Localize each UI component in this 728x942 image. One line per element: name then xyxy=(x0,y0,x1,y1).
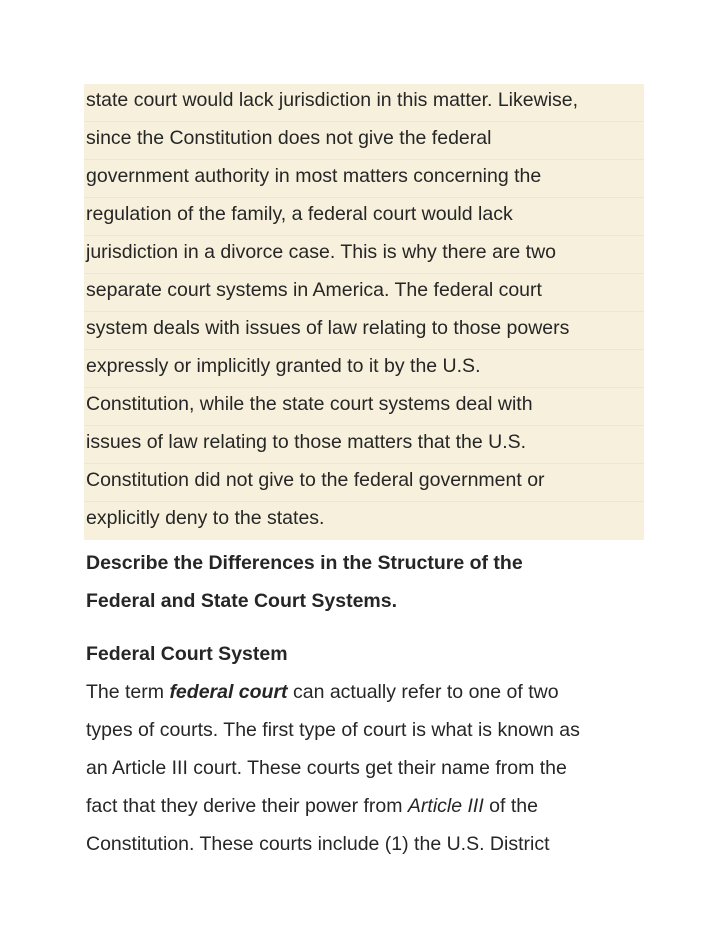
paragraph-line: regulation of the family, a federal court would lack xyxy=(86,203,513,225)
paragraph-line: issues of law relating to those matters that the U.S. xyxy=(86,431,527,453)
paragraph-line: expressly or implicitly granted to it by the U.S. xyxy=(86,355,481,377)
section-heading-line: Federal and State Court Systems. xyxy=(86,590,398,612)
paragraph-line: Constitution. These courts include (1) the U.S. District xyxy=(86,833,550,855)
paragraph-line: system deals with issues of law relating to those powers xyxy=(86,317,570,339)
paragraph-line: an Article III court. These courts get their name from the xyxy=(86,757,567,779)
body-paragraph xyxy=(86,673,686,863)
text-run: fact that they derive their power from xyxy=(86,795,408,817)
section-heading-line: Describe the Differences in the Structure of the xyxy=(86,552,523,574)
paragraph-line: government authority in most matters concerning the xyxy=(86,165,542,187)
italic-term: Article III xyxy=(407,795,484,817)
emphasized-term: federal court xyxy=(169,681,288,703)
paragraph-line: Constitution did not give to the federal government or xyxy=(86,469,545,491)
highlighted-paragraph xyxy=(86,81,686,537)
paragraph-line: Constitution, while the state court systems deal with xyxy=(86,393,533,415)
text-run: of the xyxy=(483,795,538,817)
paragraph-line: state court would lack jurisdiction in this matter. Likewise, xyxy=(86,89,579,111)
subsection-heading: Federal Court System xyxy=(86,643,288,665)
section-heading xyxy=(86,544,523,620)
paragraph-line: types of courts. The first type of court is what is known as xyxy=(86,719,580,741)
text-run: can actually refer to one of two xyxy=(287,681,559,703)
paragraph-line: separate court systems in America. The federal court xyxy=(86,279,542,301)
paragraph-line xyxy=(86,673,686,711)
text-run: The term xyxy=(86,681,170,703)
paragraph-line: explicitly deny to the states. xyxy=(86,507,325,529)
paragraph-line xyxy=(86,787,686,825)
paragraph-line: jurisdiction in a divorce case. This is why there are two xyxy=(86,241,557,263)
paragraph-line: since the Constitution does not give the federal xyxy=(86,127,492,149)
